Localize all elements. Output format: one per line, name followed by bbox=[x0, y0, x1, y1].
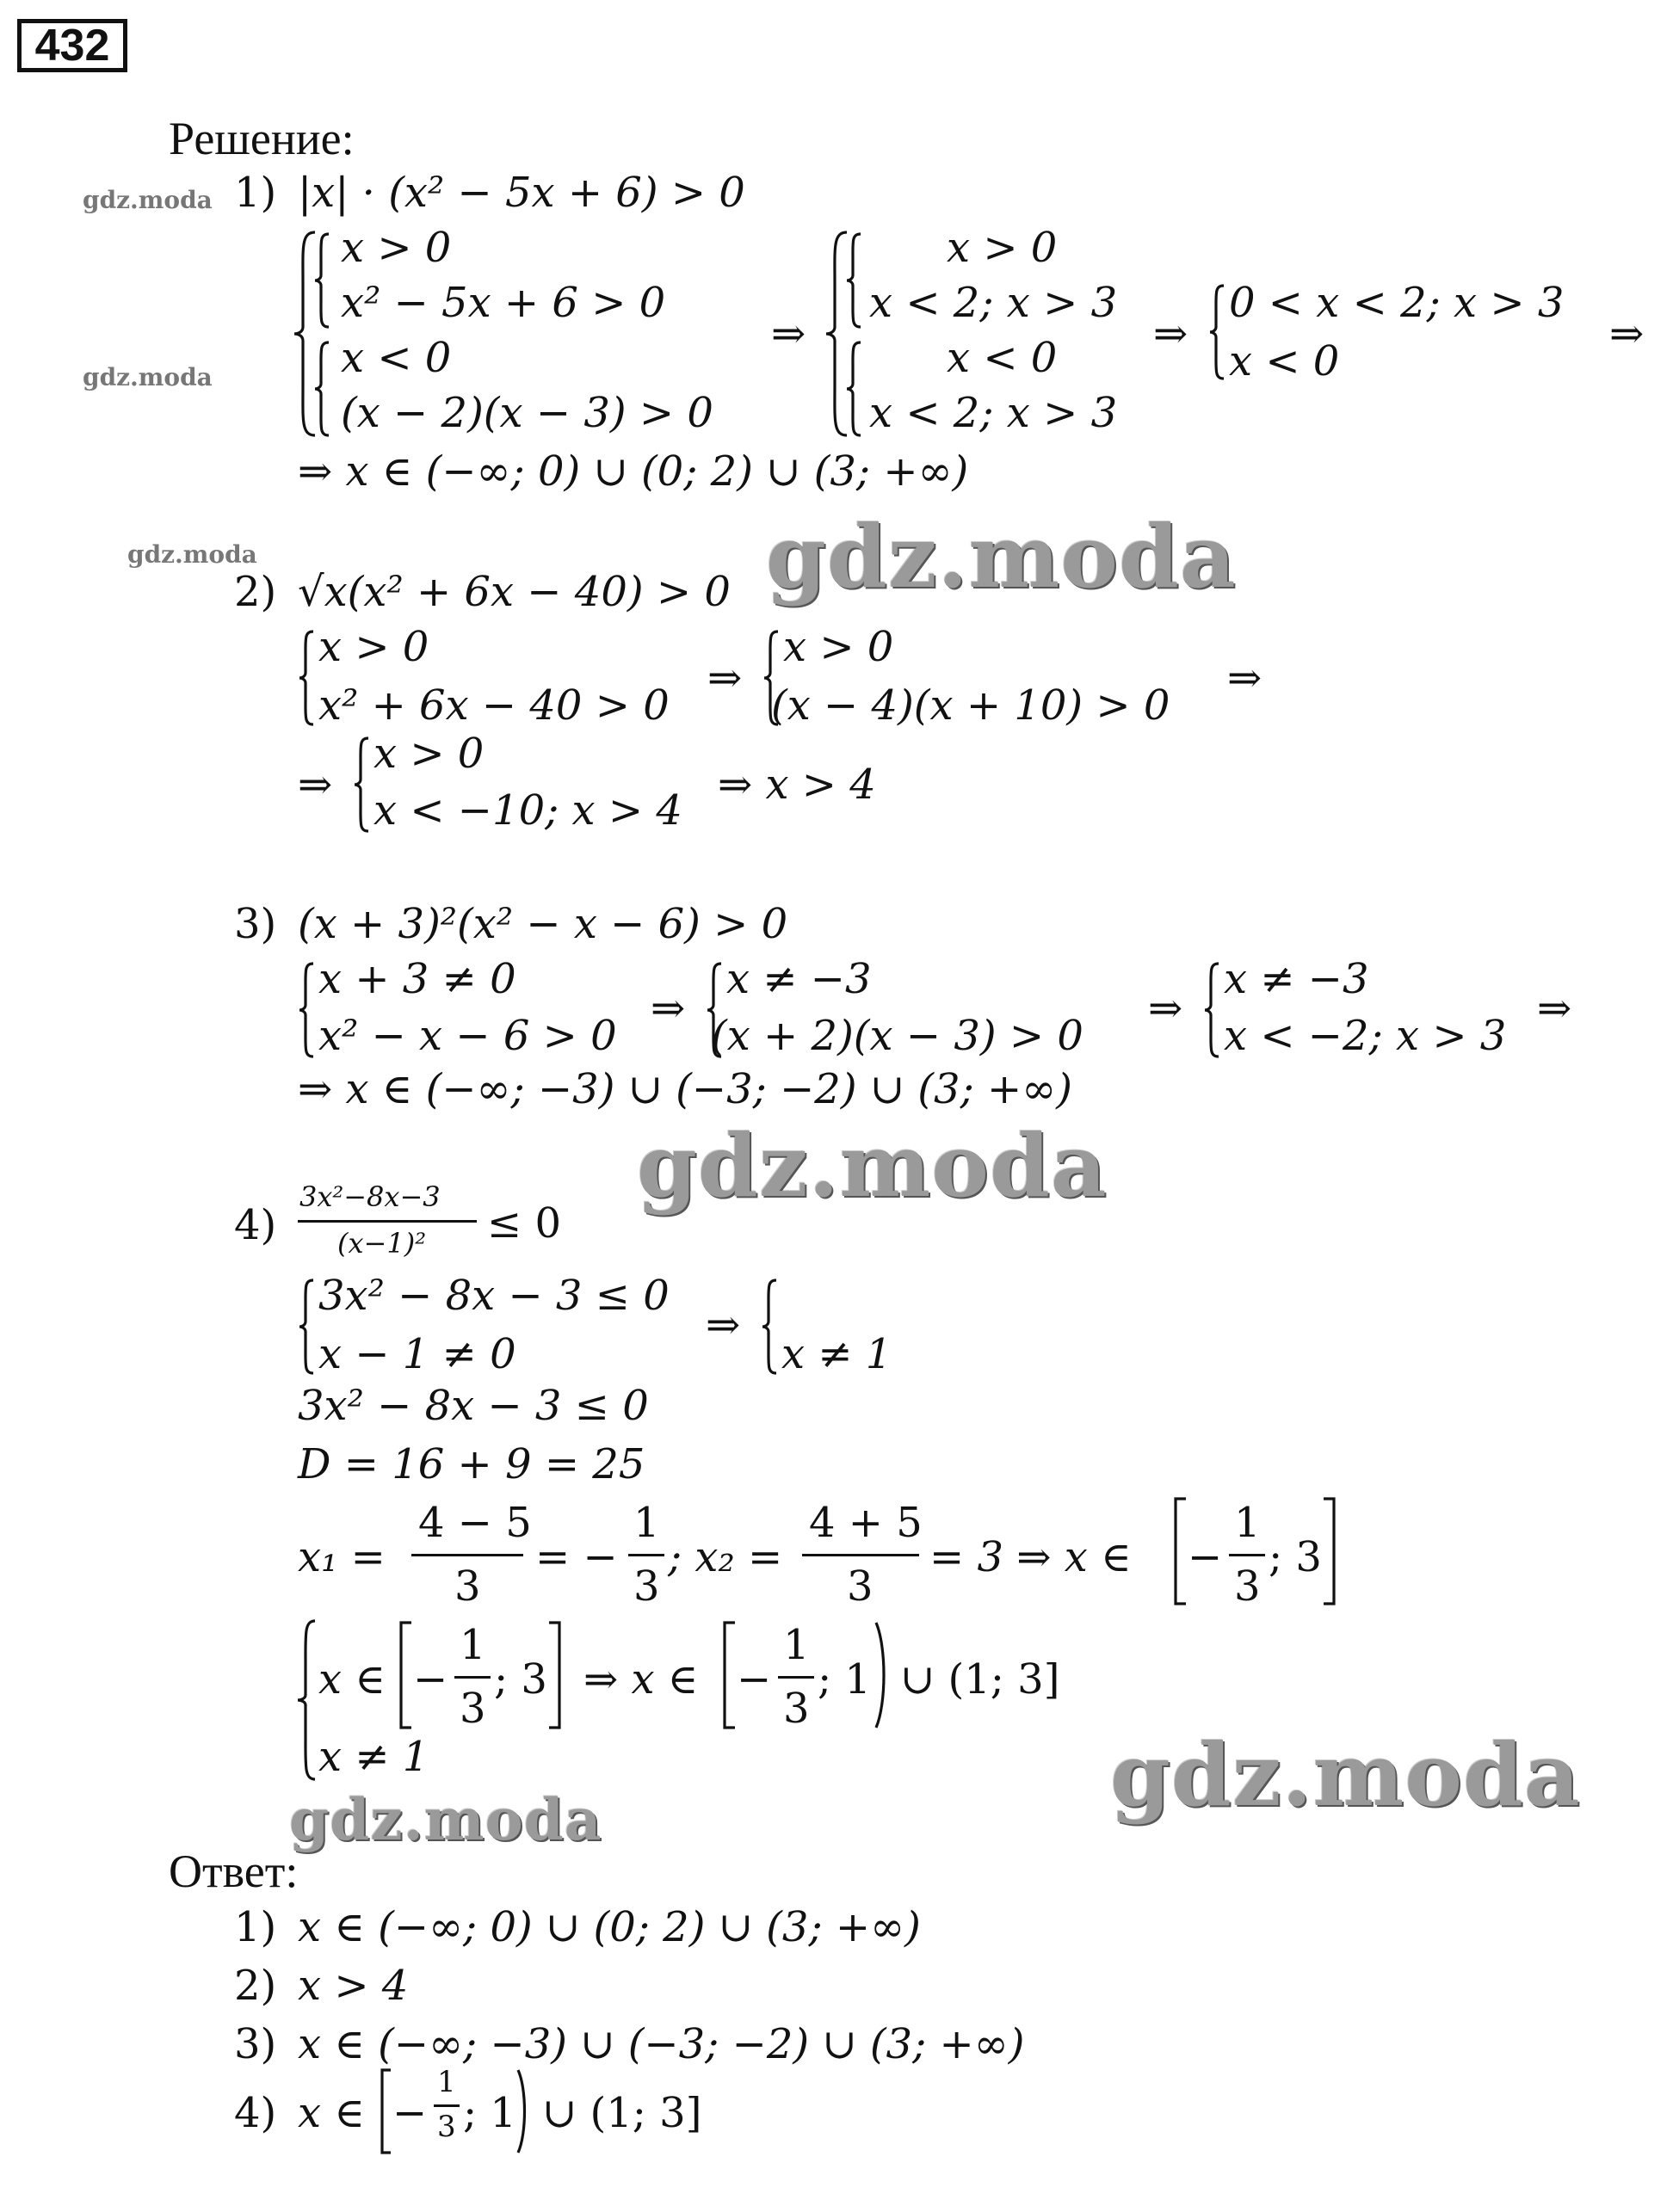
p3-sys3-line-b: x < −2; x > 3 bbox=[1224, 1012, 1507, 1060]
p4-result-right-paren bbox=[873, 1621, 890, 1729]
p1-sys2-line-c: x < 0 bbox=[947, 334, 1058, 382]
p4-sys3-minus: − bbox=[413, 1655, 448, 1704]
p2-number: 2) bbox=[234, 568, 277, 616]
p4-frac-denominator: (x−1)² bbox=[337, 1227, 427, 1260]
p1-brace-c bbox=[845, 232, 864, 329]
p3-brace-a bbox=[298, 962, 317, 1058]
p3-result: ⇒ x ∈ (−∞; −3) ∪ (−3; −2) ∪ (3; +∞) bbox=[298, 1065, 1072, 1113]
p4-result-denominator: 3 bbox=[783, 1685, 810, 1733]
p4-brace-b bbox=[761, 1279, 780, 1375]
p4-x1-r-bar bbox=[628, 1554, 664, 1556]
p1-brace-b bbox=[313, 341, 332, 437]
p4-sys3-right-bracket bbox=[546, 1621, 563, 1729]
p3-arrow-3: ⇒ bbox=[1537, 984, 1572, 1032]
p4-int1-bar bbox=[1229, 1554, 1265, 1556]
p4-x1-numerator: 4 − 5 bbox=[418, 1499, 532, 1547]
p1-number: 1) bbox=[234, 169, 277, 217]
p4-x2-denominator: 3 bbox=[847, 1562, 874, 1611]
p4-int1-rest: ; 3 bbox=[1269, 1533, 1322, 1581]
p4-x2-numerator: 4 + 5 bbox=[809, 1499, 923, 1547]
watermark-small: gdz.moda bbox=[83, 363, 213, 391]
p3-sys2-line-a: x ≠ −3 bbox=[726, 955, 872, 1003]
p4-sys3-line-b: x ≠ 1 bbox=[318, 1733, 429, 1781]
p4-x2-rest: = 3 ⇒ x ∈ bbox=[929, 1533, 1132, 1581]
answer-1: x ∈ (−∞; 0) ∪ (0; 2) ∪ (3; +∞) bbox=[298, 1903, 921, 1951]
answer-4-minus: − bbox=[392, 2089, 428, 2137]
problem-number: 432 bbox=[34, 21, 110, 71]
p1-sys1-line-a: x > 0 bbox=[341, 224, 452, 272]
p4-int1-numerator: 1 bbox=[1234, 1499, 1261, 1547]
p4-int1-right-bracket bbox=[1320, 1497, 1337, 1605]
p4-line-2: D = 16 + 9 = 25 bbox=[298, 1440, 645, 1488]
watermark-small: gdz.moda bbox=[83, 186, 213, 214]
p1-sys3-line-b: x < 0 bbox=[1229, 337, 1340, 385]
p4-brace-c bbox=[296, 1619, 318, 1781]
p4-x1-r-numerator: 1 bbox=[633, 1499, 660, 1547]
p2-arrow-2: ⇒ bbox=[1227, 654, 1262, 702]
p1-brace-a bbox=[313, 232, 332, 329]
p4-int1-denominator: 3 bbox=[1234, 1562, 1261, 1611]
p2-sys1-line-b: x² + 6x − 40 > 0 bbox=[318, 681, 670, 730]
p4-int1-left-bracket bbox=[1172, 1497, 1189, 1605]
p4-int1-minus: − bbox=[1188, 1533, 1223, 1581]
p4-x2-lhs: ; x₂ = bbox=[668, 1533, 783, 1581]
p1-sys1-line-d: (x − 2)(x − 3) > 0 bbox=[341, 389, 713, 437]
p1-brace-d bbox=[845, 341, 864, 437]
p4-sys1-line-a: 3x² − 8x − 3 ≤ 0 bbox=[318, 1272, 670, 1320]
p4-x1-equals: = − bbox=[535, 1533, 618, 1581]
p4-number: 4) bbox=[234, 1201, 277, 1249]
p4-result-numerator: 1 bbox=[783, 1621, 810, 1669]
p4-line-1: 3x² − 8x − 3 ≤ 0 bbox=[298, 1382, 649, 1430]
p4-sys2-line-b: x ≠ 1 bbox=[781, 1330, 892, 1378]
answer-4-numerator: 1 bbox=[437, 2065, 456, 2099]
p4-frac-bar bbox=[298, 1220, 477, 1223]
p1-equation: |x| · (x² − 5x + 6) > 0 bbox=[298, 169, 745, 217]
p2-sys1-line-a: x > 0 bbox=[318, 623, 429, 671]
p1-brace-e bbox=[1208, 284, 1227, 380]
p4-x1-denominator: 3 bbox=[454, 1562, 481, 1611]
answer-3: x ∈ (−∞; −3) ∪ (−3; −2) ∪ (3; +∞) bbox=[298, 2020, 1025, 2068]
p4-result-tail: ∪ (1; 3] bbox=[900, 1655, 1060, 1704]
solution-label: Решение: bbox=[169, 113, 355, 164]
p3-sys2-line-b: (x + 2)(x − 3) > 0 bbox=[711, 1012, 1083, 1060]
p2-sys3-line-a: x > 0 bbox=[373, 730, 485, 778]
p1-sys2-line-b: x < 2; x > 3 bbox=[869, 279, 1118, 327]
watermark-medium: gdz.moda bbox=[289, 1786, 602, 1853]
answer-label: Ответ: bbox=[169, 1845, 299, 1897]
p3-brace-c bbox=[1203, 962, 1222, 1058]
answer-4-tail: ∪ (1; 3] bbox=[542, 2089, 702, 2137]
p1-sys2-line-a: x > 0 bbox=[947, 224, 1058, 272]
answer-4-right-paren bbox=[515, 2068, 530, 2154]
p2-lead-arrow: ⇒ bbox=[298, 761, 333, 809]
p2-sys2-line-b: (x − 4)(x + 10) > 0 bbox=[771, 681, 1170, 730]
p4-sys3-x-in: x ∈ bbox=[318, 1655, 386, 1704]
p4-x1-bar bbox=[411, 1554, 523, 1556]
p1-arrow-3: ⇒ bbox=[1609, 310, 1645, 358]
p1-sys1-line-c: x < 0 bbox=[341, 334, 452, 382]
p2-sys2-line-a: x > 0 bbox=[783, 623, 894, 671]
p3-number: 3) bbox=[234, 900, 277, 948]
answer-4-pre: x ∈ bbox=[298, 2089, 365, 2137]
p4-x2-bar bbox=[802, 1554, 919, 1556]
p3-arrow-1: ⇒ bbox=[651, 984, 686, 1032]
p4-sys3-left-bracket bbox=[398, 1621, 415, 1729]
p4-sys3-bar bbox=[454, 1676, 491, 1679]
p3-equation: (x + 3)²(x² − x − 6) > 0 bbox=[298, 900, 788, 948]
watermark-large: gdz.moda bbox=[766, 506, 1237, 607]
p2-sys3-line-b: x < −10; x > 4 bbox=[373, 786, 682, 835]
p4-frac-relation: ≤ 0 bbox=[487, 1199, 562, 1248]
p4-sys3-denominator: 3 bbox=[460, 1685, 486, 1733]
answer-3-number: 3) bbox=[234, 2020, 277, 2068]
p4-result-minus: − bbox=[737, 1655, 772, 1704]
p1-sys2-line-d: x < 2; x > 3 bbox=[869, 389, 1118, 437]
p1-arrow-1: ⇒ bbox=[771, 310, 806, 358]
p1-arrow-2: ⇒ bbox=[1153, 310, 1188, 358]
answer-1-number: 1) bbox=[234, 1903, 277, 1951]
p1-sys3-line-a: 0 < x < 2; x > 3 bbox=[1229, 279, 1565, 327]
p3-sys3-line-a: x ≠ −3 bbox=[1224, 955, 1369, 1003]
p4-result-bar bbox=[778, 1676, 814, 1679]
p2-equation: √x(x² + 6x − 40) > 0 bbox=[298, 568, 731, 616]
answer-2-number: 2) bbox=[234, 1962, 277, 2010]
answer-4-number: 4) bbox=[234, 2089, 277, 2137]
answer-4-bar bbox=[434, 2104, 460, 2107]
p2-brace-c bbox=[353, 736, 372, 833]
p4-result-mid: ; 1 bbox=[818, 1655, 871, 1704]
p4-result-pre: ⇒ x ∈ bbox=[583, 1655, 699, 1704]
answer-4-denominator: 3 bbox=[437, 2110, 456, 2144]
watermark-small: gdz.moda bbox=[127, 540, 257, 569]
p3-sys1-line-a: x + 3 ≠ 0 bbox=[318, 955, 516, 1003]
p4-sys3-rest: ; 3 bbox=[494, 1655, 547, 1704]
p4-frac-numerator: 3x²−8x−3 bbox=[299, 1180, 441, 1213]
p4-x1-r-denominator: 3 bbox=[633, 1562, 660, 1611]
watermark-large: gdz.moda bbox=[1110, 1724, 1581, 1826]
p2-brace-a bbox=[298, 630, 317, 726]
problem-number-box bbox=[17, 19, 127, 72]
answer-4-mid: ; 1 bbox=[463, 2089, 516, 2137]
p4-arrow-1: ⇒ bbox=[706, 1301, 741, 1349]
p1-result: ⇒ x ∈ (−∞; 0) ∪ (0; 2) ∪ (3; +∞) bbox=[298, 447, 969, 496]
p4-sys3-numerator: 1 bbox=[460, 1621, 486, 1669]
p4-brace-a bbox=[298, 1279, 317, 1375]
p4-sys1-line-b: x − 1 ≠ 0 bbox=[318, 1330, 516, 1378]
p1-sys1-line-b: x² − 5x + 6 > 0 bbox=[341, 279, 666, 327]
p3-sys1-line-b: x² − x − 6 > 0 bbox=[318, 1012, 617, 1060]
p4-result-left-bracket bbox=[721, 1621, 738, 1729]
p4-x1-lhs: x₁ = bbox=[298, 1533, 386, 1581]
p3-arrow-2: ⇒ bbox=[1148, 984, 1183, 1032]
answer-2: x > 4 bbox=[298, 1962, 409, 2010]
watermark-large: gdz.moda bbox=[637, 1115, 1108, 1217]
p2-result: ⇒ x > 4 bbox=[718, 761, 876, 809]
p2-arrow-1: ⇒ bbox=[707, 654, 743, 702]
